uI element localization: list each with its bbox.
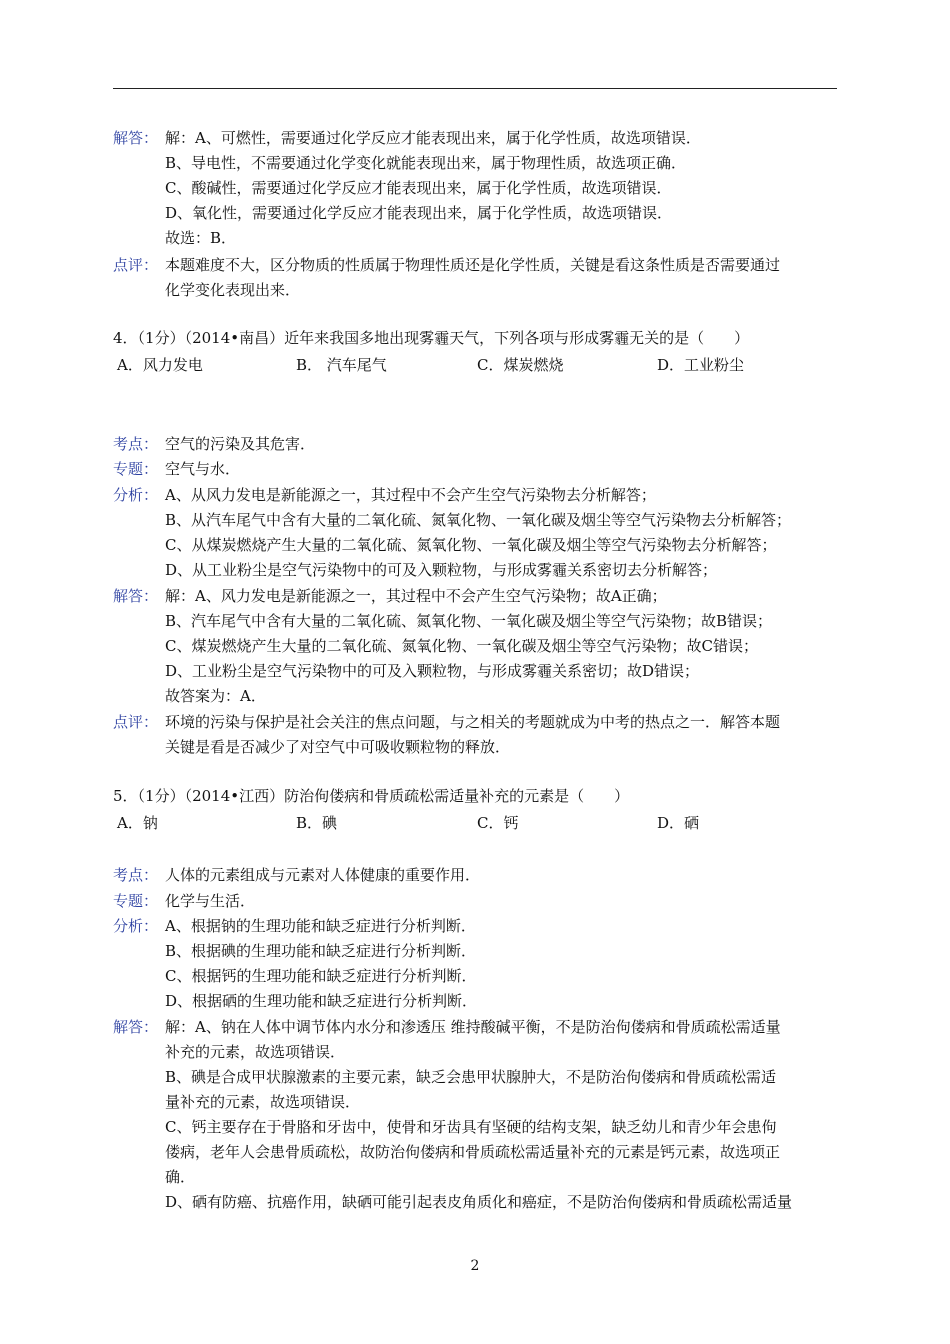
answer-line: B、汽车尾气中含有大量的二氧化硫、氮氧化物、一氧化碳及烟尘等空气污染物；故B错误； — [165, 612, 773, 630]
kaodian-text: 空气的污染及其危害． — [165, 435, 316, 453]
page-number: 2 — [470, 1258, 480, 1274]
option-a: A．风力发电 — [117, 356, 203, 374]
comment-line: 本题难度不大，区分物质的性质属于物理性质还是化学性质，关键是看这条性质是否需要通过 — [165, 256, 781, 274]
dianping-label: 点评： — [113, 713, 159, 731]
analysis-line: B、根据碘的生理功能和缺乏症进行分析判断． — [165, 942, 477, 960]
zhuanti-text: 空气与水． — [165, 460, 241, 478]
kaodian-text: 人体的元素组成与元素对人体健康的重要作用． — [165, 866, 481, 884]
analysis-line: D、从工业粉尘是空气污染物中的可及入颗粒物，与形成雾霾关系密切去分析解答； — [165, 561, 718, 579]
answer-line: 故答案为：A． — [165, 687, 266, 705]
option-d: D．硒 — [657, 814, 700, 832]
fenxi-label: 分析： — [113, 486, 159, 504]
comment-line: 环境的污染与保护是社会关注的焦点问题，与之相关的考题就成为中考的热点之一．解答本题 — [165, 713, 781, 731]
option-a: A．钠 — [117, 814, 158, 832]
answer-line: B、导电性，不需要通过化学变化就能表现出来，属于物理性质，故选项正确． — [165, 154, 687, 172]
answer-line: 解：A、钠在人体中调节体内水分和渗透压 维持酸碱平衡，不是防治佝偻病和骨质疏松需适量 — [165, 1018, 781, 1036]
analysis-line: C、从煤炭燃烧产生大量的二氧化硫、氮氧化物、一氧化碳及烟尘等空气污染物去分析解答； — [165, 536, 777, 554]
option-d: D．工业粉尘 — [657, 356, 745, 374]
zhuanti-text: 化学与生活． — [165, 892, 256, 910]
question-4: 4．（1分）（2014•南昌）近年来我国多地出现雾霾天气，下列各项与形成雾霾无关的是（ ） — [113, 329, 750, 347]
answer-line: 偻病，老年人会患骨质疏松，故防治佝偻病和骨质疏松需适量补充的元素是钙元素，故选项正 — [165, 1143, 781, 1161]
analysis-line: D、根据硒的生理功能和缺乏症进行分析判断． — [165, 992, 478, 1010]
answer-line: B、碘是合成甲状腺激素的主要元素，缺乏会患甲状腺肿大，不是防治佝偻病和骨质疏松需适 — [165, 1068, 777, 1086]
answer-line: C、煤炭燃烧产生大量的二氧化硫、氮氧化物、一氧化碳及烟尘等空气污染物；故C错误； — [165, 637, 758, 655]
answer-line: 量补充的元素，故选项错误． — [165, 1093, 361, 1111]
analysis-line: C、根据钙的生理功能和缺乏症进行分析判断． — [165, 967, 477, 985]
analysis-line: B、从汽车尾气中含有大量的二氧化硫、氮氧化物、一氧化碳及烟尘等空气污染物去分析解答； — [165, 511, 792, 529]
option-b: B． 汽车尾气 — [296, 356, 387, 374]
analysis-line: A、根据钠的生理功能和缺乏症进行分析判断． — [165, 917, 476, 935]
answer-line: 补充的元素，故选项错误． — [165, 1043, 346, 1061]
answer-line: 确． — [165, 1168, 196, 1186]
option-c: C．煤炭燃烧 — [477, 356, 564, 374]
answer-line: C、酸碱性，需要通过化学反应才能表现出来，属于化学性质，故选项错误． — [165, 179, 672, 197]
jieda-label: 解答： — [113, 587, 159, 605]
jieda-label: 解答： — [113, 129, 159, 147]
option-c: C．钙 — [477, 814, 519, 832]
fenxi-label: 分析： — [113, 917, 159, 935]
answer-line: D、氧化性，需要通过化学反应才能表现出来，属于化学性质，故选项错误． — [165, 204, 673, 222]
option-b: B．碘 — [296, 814, 338, 832]
answer-line: 解：A、可燃性，需要通过化学反应才能表现出来，属于化学性质，故选项错误． — [165, 129, 701, 147]
jieda-label: 解答： — [113, 1018, 159, 1036]
comment-line: 关键是看是否减少了对空气中可吸收颗粒物的释放． — [165, 738, 511, 756]
answer-line: 故选：B． — [165, 229, 237, 247]
answer-line: D、工业粉尘是空气污染物中的可及入颗粒物，与形成雾霾关系密切；故D错误； — [165, 662, 700, 680]
answer-line: D、硒有防癌、抗癌作用，缺硒可能引起表皮角质化和癌症，不是防治佝偻病和骨质疏松需适量 — [165, 1193, 793, 1211]
kaodian-label: 考点： — [113, 866, 159, 884]
zhuanti-label: 专题： — [113, 892, 159, 910]
answer-line: C、钙主要存在于骨胳和牙齿中，使骨和牙齿具有坚硬的结构支架，缺乏幼儿和青少年会患佝 — [165, 1118, 777, 1136]
dianping-label: 点评： — [113, 256, 159, 274]
comment-line: 化学变化表现出来． — [165, 281, 301, 299]
kaodian-label: 考点： — [113, 435, 159, 453]
question-5: 5．（1分）（2014•江西）防治佝偻病和骨质疏松需适量补充的元素是（ ） — [113, 787, 630, 805]
analysis-line: A、从风力发电是新能源之一，其过程中不会产生空气污染物去分析解答； — [165, 486, 656, 504]
zhuanti-label: 专题： — [113, 460, 159, 478]
header-rule — [113, 88, 837, 89]
answer-line: 解：A、风力发电是新能源之一，其过程中不会产生空气污染物；故A正确； — [165, 587, 667, 605]
